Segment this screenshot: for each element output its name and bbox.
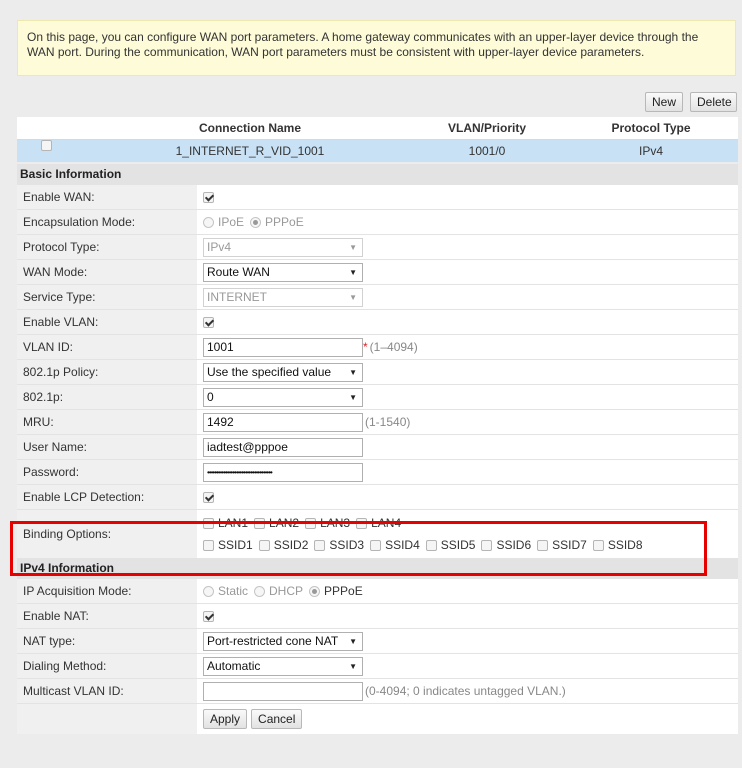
lan1-label: LAN1 — [218, 516, 249, 530]
nat-type-select[interactable]: Port-restricted cone NAT ▼ — [203, 632, 363, 651]
dialing-method-row — [17, 653, 738, 678]
delete-button[interactable]: Delete — [690, 92, 737, 112]
lcp-detection-row — [17, 484, 738, 509]
ssid1-label: SSID1 — [218, 538, 253, 552]
chevron-down-icon: ▼ — [349, 292, 357, 302]
vlan-id-range-hint: (1–4094) — [369, 340, 418, 354]
encap-pppoe-radio[interactable] — [250, 217, 261, 228]
enable-nat-row — [17, 603, 738, 628]
acq-dhcp-label: DHCP — [269, 584, 304, 598]
header-protocol-type: Protocol Type — [611, 121, 691, 135]
connection-table-header — [17, 117, 738, 139]
lan1-checkbox[interactable] — [203, 518, 214, 529]
ssid2-checkbox[interactable] — [259, 540, 270, 551]
lan4-label: LAN4 — [371, 516, 402, 530]
apply-button[interactable]: Apply — [203, 709, 247, 729]
ip-acquisition-label: IP Acquisition Mode: — [17, 579, 197, 603]
enable-wan-label: Enable WAN: — [17, 185, 197, 209]
ssid6-checkbox[interactable] — [481, 540, 492, 551]
binding-options-row — [17, 509, 738, 558]
service-type-row — [17, 284, 738, 309]
policy-select[interactable]: Use the specified value ▼ — [203, 363, 363, 382]
ssid5-checkbox[interactable] — [426, 540, 437, 551]
acq-pppoe-radio[interactable] — [309, 586, 320, 597]
lan3-label: LAN3 — [320, 516, 351, 530]
protocol-type-select[interactable]: IPv4 ▼ — [203, 238, 363, 257]
connection-table — [17, 117, 738, 162]
ssid1-checkbox[interactable] — [203, 540, 214, 551]
policy-label: 802.1p Policy: — [17, 360, 197, 384]
enable-vlan-row — [17, 309, 738, 334]
protocol-type-cell: IPv4 — [638, 144, 663, 158]
encap-ipoe-radio[interactable] — [203, 217, 214, 228]
encapsulation-label: Encapsulation Mode: — [17, 210, 197, 234]
multicast-vlan-hint: (0-4094; 0 indicates untagged VLAN.) — [365, 684, 566, 698]
ssid4-label: SSID4 — [385, 538, 420, 552]
dialing-method-label: Dialing Method: — [17, 654, 197, 678]
ipv4-information-heading: IPv4 Information — [17, 558, 738, 578]
acq-dhcp-radio[interactable] — [254, 586, 265, 597]
lan3-checkbox[interactable] — [305, 518, 316, 529]
wan-mode-select[interactable]: Route WAN ▼ — [203, 263, 363, 282]
protocol-type-row — [17, 234, 738, 259]
encap-ipoe-label: IPoE — [218, 215, 245, 229]
ssid7-checkbox[interactable] — [537, 540, 548, 551]
service-type-select[interactable]: INTERNET ▼ — [203, 288, 363, 307]
multicast-vlan-row — [17, 678, 738, 703]
chevron-down-icon: ▼ — [349, 242, 357, 252]
password-row — [17, 459, 738, 484]
ssid8-label: SSID8 — [607, 538, 643, 552]
ssid8-checkbox[interactable] — [593, 540, 604, 551]
multicast-vlan-input[interactable] — [203, 682, 363, 701]
chevron-down-icon: ▼ — [349, 661, 357, 671]
priority-row — [17, 384, 738, 409]
mru-row — [17, 409, 738, 434]
multicast-vlan-label: Multicast VLAN ID: — [17, 679, 197, 703]
nat-type-row — [17, 628, 738, 653]
vlan-id-input[interactable]: 1001 — [203, 338, 363, 357]
actions-label-spacer — [17, 704, 197, 734]
encapsulation-row — [17, 209, 738, 234]
vlan-priority-cell: 1001/0 — [468, 144, 506, 158]
service-type-label: Service Type: — [17, 285, 197, 309]
chevron-down-icon: ▼ — [349, 267, 357, 277]
enable-wan-row — [17, 184, 738, 209]
lcp-detection-checkbox[interactable] — [203, 492, 214, 503]
password-label: Password: — [17, 460, 197, 484]
acq-static-radio[interactable] — [203, 586, 214, 597]
mru-label: MRU: — [17, 410, 197, 434]
enable-wan-checkbox[interactable] — [203, 192, 214, 203]
ip-acquisition-row — [17, 578, 738, 603]
user-name-input[interactable]: iadtest@pppoe — [203, 438, 363, 457]
lan4-checkbox[interactable] — [356, 518, 367, 529]
ssid3-label: SSID3 — [329, 538, 365, 552]
priority-label: 802.1p: — [17, 385, 197, 409]
required-marker: * — [363, 340, 368, 354]
enable-vlan-label: Enable VLAN: — [17, 310, 197, 334]
basic-information-heading: Basic Information — [17, 164, 738, 184]
lan2-checkbox[interactable] — [254, 518, 265, 529]
ssid-options — [203, 534, 738, 556]
cancel-button[interactable]: Cancel — [251, 709, 302, 729]
binding-options-label: Binding Options: — [17, 510, 197, 558]
wan-config-form — [17, 164, 738, 734]
lcp-detection-label: Enable LCP Detection: — [17, 485, 197, 509]
vlan-id-row — [17, 334, 738, 359]
enable-nat-label: Enable NAT: — [17, 604, 197, 628]
ssid3-checkbox[interactable] — [314, 540, 325, 551]
acq-static-label: Static — [218, 584, 249, 598]
chevron-down-icon: ▼ — [349, 392, 357, 402]
mru-range-hint: (1-1540) — [365, 415, 411, 429]
actions-row — [17, 703, 738, 734]
protocol-type-label: Protocol Type: — [17, 235, 197, 259]
chevron-down-icon: ▼ — [349, 367, 357, 377]
dialing-method-select[interactable]: Automatic ▼ — [203, 657, 363, 676]
enable-vlan-checkbox[interactable] — [203, 317, 214, 328]
ssid4-checkbox[interactable] — [370, 540, 381, 551]
new-button[interactable]: New — [645, 92, 683, 112]
priority-select[interactable]: 0 ▼ — [203, 388, 363, 407]
encap-pppoe-label: PPPoE — [265, 215, 304, 229]
user-name-label: User Name: — [17, 435, 197, 459]
connection-name-cell: 1_INTERNET_R_VID_1001 — [175, 144, 325, 158]
header-vlan-priority: VLAN/Priority — [447, 121, 526, 135]
ssid6-label: SSID6 — [496, 538, 532, 552]
enable-nat-checkbox[interactable] — [203, 611, 214, 622]
header-connection-name: Connection Name — [198, 121, 301, 135]
ssid2-label: SSID2 — [273, 538, 309, 552]
acq-pppoe-label: PPPoE — [324, 584, 363, 598]
connection-row[interactable] — [17, 139, 738, 162]
ssid5-label: SSID5 — [440, 538, 476, 552]
nat-type-label: NAT type: — [17, 629, 197, 653]
lan2-label: LAN2 — [269, 516, 300, 530]
user-name-row — [17, 434, 738, 459]
wan-mode-row — [17, 259, 738, 284]
wan-mode-label: WAN Mode: — [17, 260, 197, 284]
mru-input[interactable]: 1492 — [203, 413, 363, 432]
ssid7-label: SSID7 — [552, 538, 587, 552]
vlan-id-label: VLAN ID: — [17, 335, 197, 359]
info-notice: On this page, you can configure WAN port parameters. A home gateway communicates with an upper-layer device through the WAN port. During the communication, WAN port parameters must be consistent with upper-layer device parameters. — [17, 20, 736, 76]
lan-options — [203, 512, 738, 534]
policy-row — [17, 359, 738, 384]
password-input[interactable]: •••••••••••••••••••••••••••••••••••• — [203, 463, 363, 482]
chevron-down-icon: ▼ — [349, 636, 357, 646]
